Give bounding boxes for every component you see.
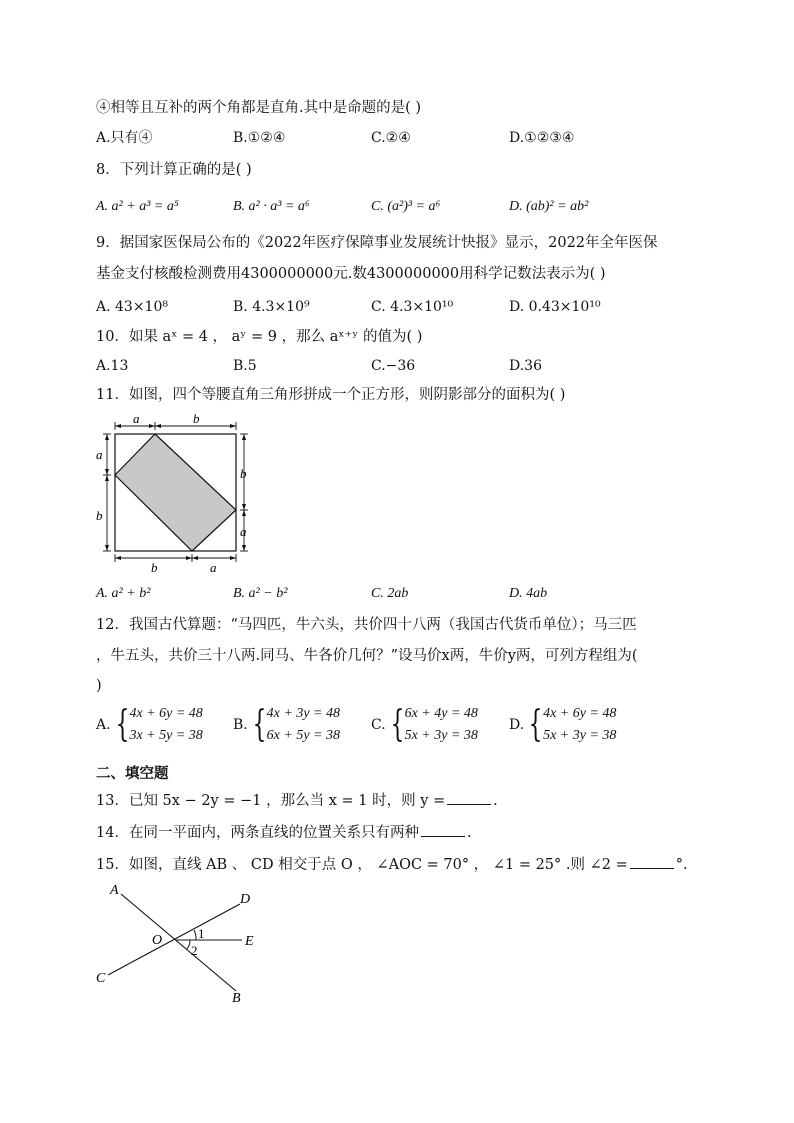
q15-figure — [90, 878, 270, 1008]
angle-2-label: 2 — [191, 943, 198, 958]
label-e: E — [245, 934, 254, 949]
label-c: C — [96, 971, 106, 986]
q14-answer-blank — [421, 822, 465, 837]
q12-option-a: A. {4x + 6y = 48 3x + 5y = 38 — [96, 704, 203, 745]
label-o: O — [152, 933, 163, 948]
q14-stem: 14．在同一平面内，两条直线的位置关系只有两种 . — [96, 822, 472, 843]
q8-option-c: C. (a²)³ = a⁶ — [371, 199, 441, 214]
q10-option-c: C.−36 — [371, 358, 416, 374]
q13-stem: 13．已知 5x − 2y = −1 ，那么当 x = 1 时，则 y = . — [96, 790, 498, 811]
dim-right-b: b — [240, 466, 247, 481]
label-d: D — [240, 892, 251, 907]
q10-option-b: B.5 — [233, 358, 257, 374]
q8-option-d: D. (ab)² = ab² — [509, 199, 589, 214]
q9-stem-line1: 9．据国家医保局公布的《2022年医疗保障事业发展统计快报》显示，2022年全年医保 — [96, 235, 658, 251]
dim-bottom-a: a — [210, 560, 217, 574]
q12-option-d: D. {4x + 6y = 48 5x + 3y = 38 — [509, 704, 617, 745]
label-b: B — [232, 991, 241, 1006]
q7-option-b: B.①②④ — [233, 130, 286, 146]
q12-stem-line3: ) — [96, 678, 102, 694]
q9-option-c: C. 4.3×10¹⁰ — [371, 299, 454, 315]
q11-option-d: D. 4ab — [509, 586, 548, 601]
q12-option-b: B. {4x + 3y = 48 6x + 5y = 38 — [233, 704, 340, 745]
line-ab — [121, 894, 236, 991]
shaded-rectangle — [115, 434, 236, 551]
q11-option-a: A. a² + b² — [96, 586, 151, 601]
q8-option-a: A. a² + a³ = a⁵ — [96, 199, 179, 214]
q10-option-a: A.13 — [96, 358, 129, 374]
q7-option-c: C.②④ — [371, 130, 411, 146]
angle-1-label: 1 — [198, 926, 205, 941]
q13-answer-blank — [447, 790, 491, 805]
q8-option-b: B. a² · a³ = a⁶ — [233, 199, 310, 214]
q10-stem: 10．如果 aˣ = 4 ， aʸ = 9 ，那么 aˣ⁺ʸ 的值为( ) — [96, 329, 423, 345]
q9-option-b: B. 4.3×10⁹ — [233, 299, 310, 315]
dim-left-b: b — [96, 508, 103, 523]
q12-stem-line2: ，牛五头，共价三十八两.同马、牛各价几何？”设马价x两，牛价y两，可列方程组为( — [96, 648, 638, 664]
dim-right-a: a — [240, 524, 247, 539]
q12-option-c: C. {6x + 4y = 48 5x + 3y = 38 — [371, 704, 478, 745]
q9-option-d: D. 0.43×10¹⁰ — [509, 299, 601, 315]
q8-stem: 8．下列计算正确的是( ) — [96, 162, 252, 178]
section-title-fill-in: 二、填空题 — [96, 766, 169, 782]
dim-left-a: a — [96, 447, 103, 462]
q7-line4: ④相等且互补的两个角都是直角.其中是命题的是( ) — [96, 100, 422, 116]
dim-top-a: a — [133, 412, 140, 426]
q7-option-d: D.①②③④ — [509, 130, 575, 146]
q11-option-b: B. a² − b² — [233, 586, 288, 601]
q15-stem: 15．如图，直线 AB 、 CD 相交于点 O ， ∠AOC = 70° ， ∠1 = 25° .则 ∠2 = °. — [96, 854, 688, 875]
q15-answer-blank — [630, 854, 674, 869]
q11-stem: 11．如图，四个等腰直角三角形拼成一个正方形，则阴影部分的面积为( ) — [96, 387, 566, 403]
label-a: A — [110, 883, 119, 898]
dim-top-b: b — [193, 412, 200, 426]
dim-bottom-b: b — [151, 560, 158, 574]
q12-stem-line1: 12．我国古代算题：“马四匹，牛六头，共价四十八两（我国古代货币单位）；马三匹 — [96, 617, 637, 633]
q7-option-a: A.只有④ — [96, 130, 153, 146]
q11-option-c: C. 2ab — [371, 586, 409, 601]
q10-option-d: D.36 — [509, 358, 542, 374]
q9-stem-line2: 基金支付核酸检测费用4300000000元.数4300000000用科学记数法表示为( ) — [96, 266, 606, 282]
q9-option-a: A. 43×10⁸ — [96, 299, 168, 315]
q11-figure — [96, 412, 256, 574]
